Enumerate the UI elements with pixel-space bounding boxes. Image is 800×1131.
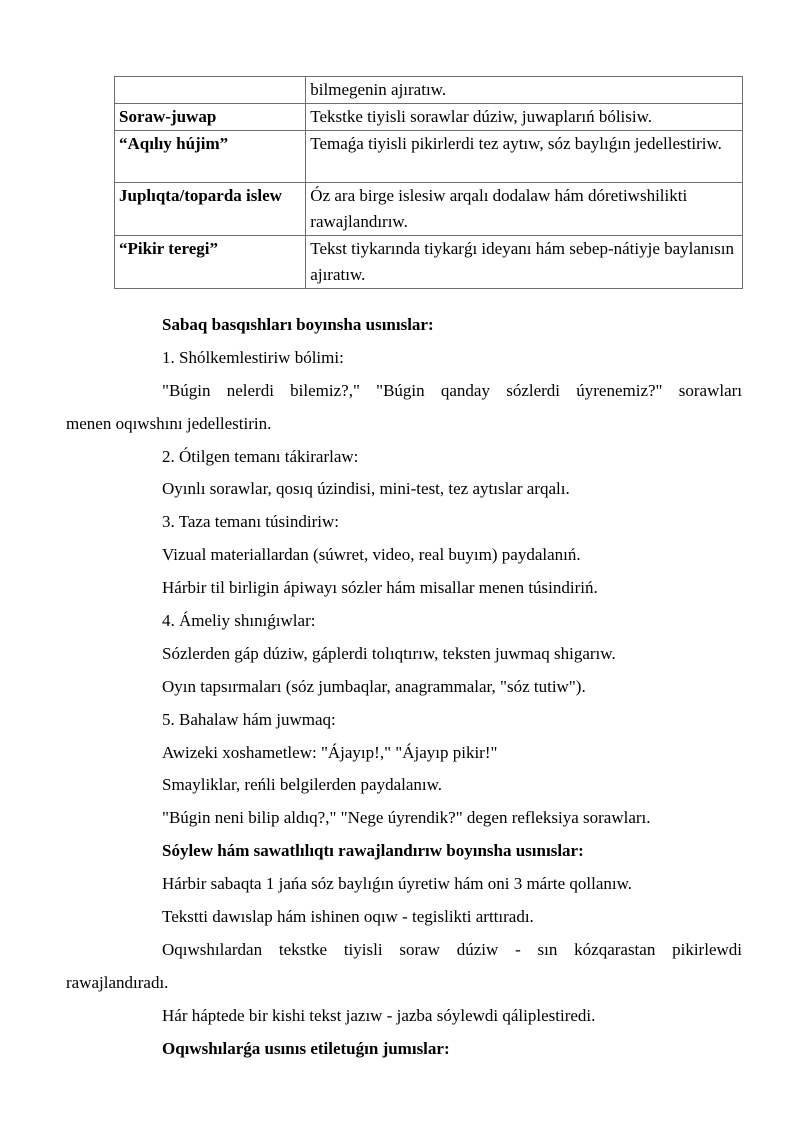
method-name-cell [115,77,306,104]
paragraph: "Búgin nelerdi bilemiz?," "Búgin qanday sózlerdi úyrenemiz?" sorawları [162,380,742,400]
paragraph: Awizeki xoshametlew: "Ájayıp!," "Ájayıp pikir!" [162,742,498,762]
table-row [115,236,743,289]
method-desc-cell: Tekstke tiyisli sorawlar dúziw, juwaplarıń bólisiw. [306,104,743,131]
paragraph: Hár háptede bir kishi tekst jazıw - jazba sóylewdi qáliplestiredi. [162,1005,596,1025]
table-row [115,104,743,131]
paragraph: Hárbir sabaqta 1 jańa sóz baylıǵın úyretiw hám oni 3 márte qollanıw. [162,874,633,894]
methods-table [114,76,743,289]
paragraph: Vizual materiallardan (súwret, video, real buyım) paydalanıń. [162,545,581,565]
method-name-cell: “Pikir teregi” [115,236,306,289]
paragraph: "Búgin neni bilip aldıq?," "Nege úyrendik?" degen refleksiya sorawları. [162,808,651,828]
section-heading: Oqıwshılarǵa usınıs etiletuǵın jumıslar: [162,1038,450,1058]
paragraph: 1. Shólkemlestiriw bólimi: [162,347,344,367]
table-row [115,131,743,183]
paragraph: 5. Bahalaw hám juwmaq: [162,709,336,729]
table-row [115,77,743,104]
paragraph: menen oqıwshını jedellestirin. [66,413,272,433]
method-name-cell: “Aqılıy hújim” [115,131,306,183]
method-name-cell: Soraw-juwap [115,104,306,131]
paragraph: Tekstti dawıslap hám ishinen oqıw - tegislikti arttıradı. [162,907,534,927]
paragraph: 4. Ámeliy shınıǵıwlar: [162,611,316,631]
paragraph: Sózlerden gáp dúziw, gáplerdi tolıqtırıw, teksten juwmaq shigarıw. [162,643,616,663]
paragraph: 3. Taza temanı túsindiriw: [162,512,339,532]
method-desc-cell: bilmegenin ajıratıw. [306,77,743,104]
method-desc-cell: Temaǵa tiyisli pikirlerdi tez aytıw, sóz baylıǵın jedellestiriw. [306,131,743,183]
paragraph: rawajlandıradı. [66,972,169,992]
section-heading: Sóylew hám sawatlılıqtı rawajlandırıw boyınsha usınıslar: [162,841,584,861]
paragraph: Hárbir til birligin ápiwayı sózler hám misallar menen túsindiriń. [162,578,598,598]
paragraph: Oyın tapsırmaları (sóz jumbaqlar, anagrammalar, "sóz tutiw"). [162,676,586,696]
method-name-cell: Juplıqta/toparda islew [115,183,306,236]
paragraph: 2. Ótilgen temanı tákirarlaw: [162,446,359,466]
paragraph: Smayliklar, reńli belgilerden paydalanıw. [162,775,443,795]
method-desc-cell: Tekst tiykarında tiykarǵı ideyanı hám sebep-nátiyje baylanısın ajıratıw. [306,236,743,289]
method-desc-cell: Óz ara birge islesiw arqalı dodalaw hám dóretiwshilikti rawajlandırıw. [306,183,743,236]
body-text [66,312,742,1068]
paragraph: Oqıwshılardan tekstke tiyisli soraw dúziw - sın kózqarastan pikirlewdi [162,939,742,959]
paragraph: Oyınlı sorawlar, qosıq úzindisi, mini-test, tez aytıslar arqalı. [162,479,570,499]
section-heading: Sabaq basqıshları boyınsha usınıslar: [162,315,434,334]
table-row [115,183,743,236]
